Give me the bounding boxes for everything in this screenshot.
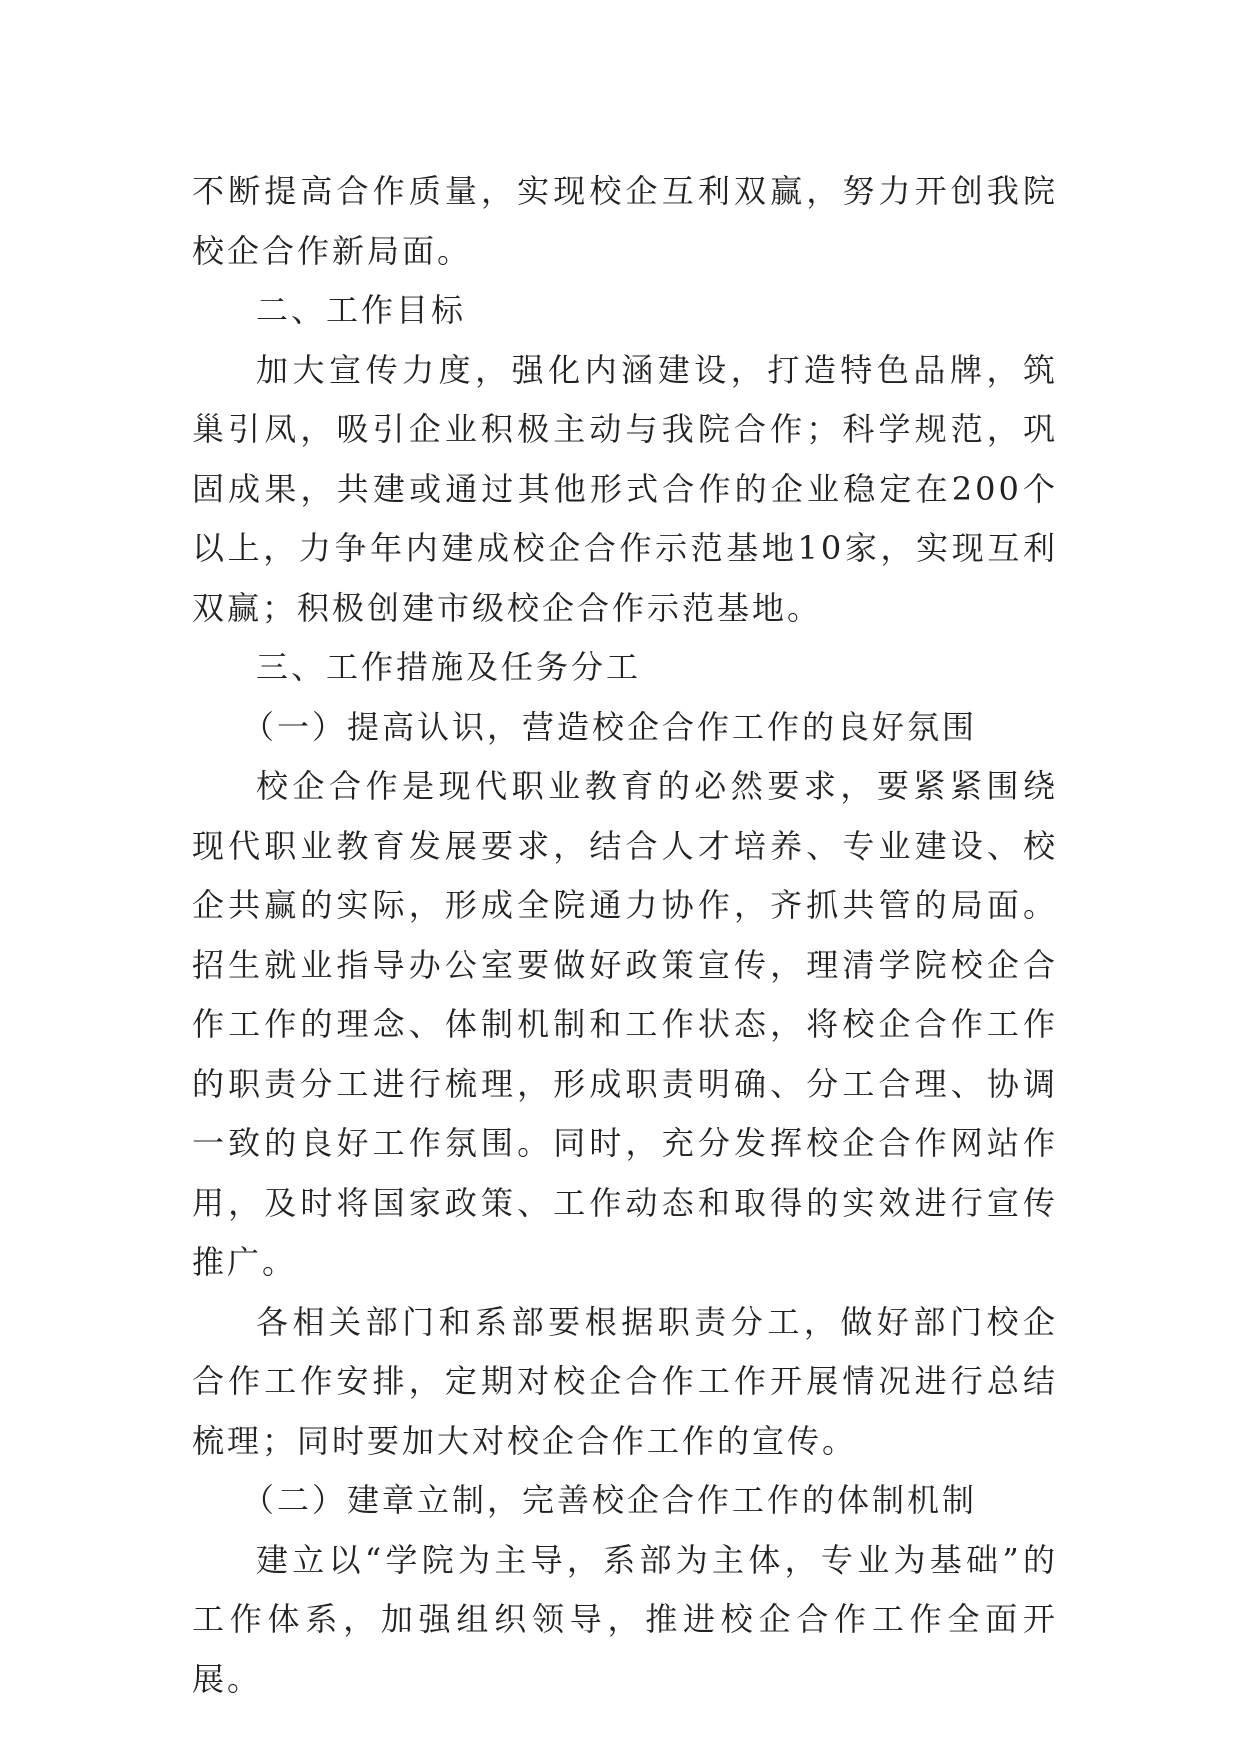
paragraph-system: 建立以“学院为主导，系部为主体，专业为基础”的工作体系，加强组织领导，推进校企合作工作全面开展。 <box>192 1540 1058 1698</box>
subsection-heading-1: （一）提高认识，营造校企合作工作的良好氛围 <box>242 707 978 746</box>
subsection-heading-2: （二）建章立制，完善校企合作工作的体制机制 <box>242 1481 978 1519</box>
document-body <box>192 162 1058 1709</box>
section-heading-work-measures: 三、工作措施及任务分工 <box>256 648 642 686</box>
section-heading-work-goals: 二、工作目标 <box>256 291 467 329</box>
paragraph-work-goals: 加大宣传力度，强化内涵建设，打造特色品牌，筑巢引凤，吸引企业积极主动与我院合作；科学规范，巩固成果，共建或通过其他形式合作的企业稳定在200个以上，力争年内建成校企合作示范基地10家，实现互利双赢；积极创建市级校企合作示范基地。 <box>192 350 1058 627</box>
paragraph-departments: 各相关部门和系部要根据职责分工，做好部门校企合作工作安排，定期对校企合作工作开展情况进行总结梳理；同时要加大对校企合作工作的宣传。 <box>192 1302 1058 1460</box>
paragraph-awareness: 校企合作是现代职业教育的必然要求，要紧紧围绕现代职业教育发展要求，结合人才培养、专业建设、校企共赢的实际，形成全院通力协作，齐抓共管的局面。招生就业指导办公室要做好政策宣传，理清学院校企合作工作的理念、体制机制和工作状态，将校企合作工作的职责分工进行梳理，形成职责明确、分工合理、协调一致的良好工作氛围。同时，充分发挥校企合作网站作用，及时将国家政策、工作动态和取得的实效进行宣传推广。 <box>192 767 1058 1281</box>
paragraph-intro-continuation: 不断提高合作质量，实现校企互利双赢，努力开创我院校企合作新局面。 <box>192 172 1058 270</box>
